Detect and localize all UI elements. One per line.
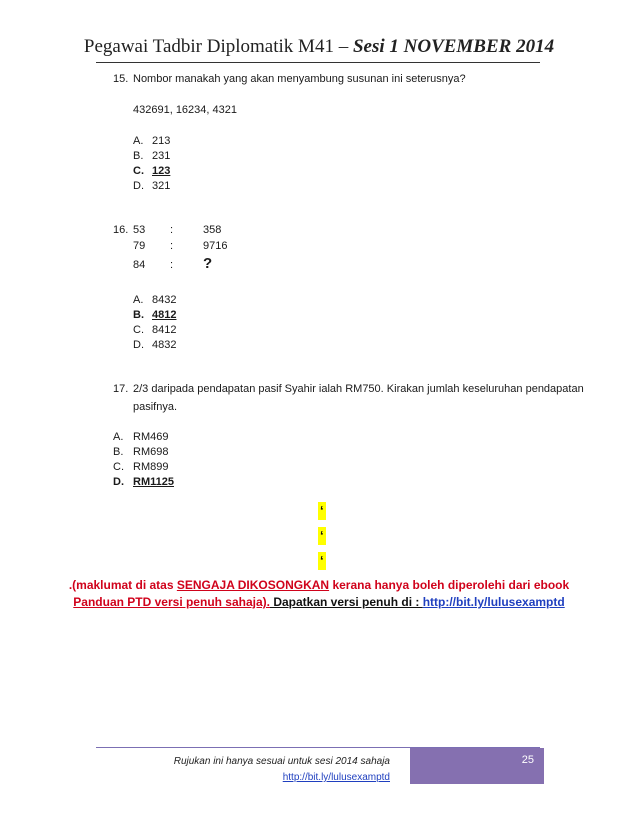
q16-number: 16. [113, 224, 129, 236]
q16-option-c-value: 8412 [152, 324, 177, 336]
q16-option-b-answer: 4812 [152, 309, 177, 321]
q17-option-c-value: RM899 [133, 461, 169, 473]
notice-text-2-red: Panduan PTD versi penuh sahaja). [73, 595, 270, 609]
footer-link[interactable]: http://bit.ly/lulusexamptd [282, 772, 390, 783]
notice-line-2 [0, 595, 638, 609]
q16-option-b-letter: B. [133, 309, 144, 321]
q15-option-b-value: 231 [152, 150, 171, 162]
q16-option-d-letter: D. [133, 339, 144, 351]
q16-row1-left: 53 [133, 224, 146, 236]
q16-row1-right: 358 [203, 224, 222, 236]
q15-option-c-letter: C. [133, 165, 144, 177]
notice-text-2-black: Dapatkan versi penuh di : [270, 595, 423, 609]
omission-mark-1: ‘ [320, 503, 324, 518]
header-rule [96, 62, 540, 63]
q16-row3-question-mark: ? [203, 255, 213, 272]
q16-row2-left: 79 [133, 240, 146, 252]
q17-question-line2: pasifnya. [133, 401, 178, 413]
notice-text-1b: kerana hanya boleh diperolehi dari ebook [329, 578, 570, 592]
q17-option-a-letter: A. [113, 431, 124, 443]
page-number-box [410, 748, 544, 784]
notice-emphasis: SENGAJA DIKOSONGKAN [176, 578, 330, 592]
q15-sequence: 432691, 16234, 4321 [133, 104, 237, 116]
q15-option-a-value: 213 [152, 135, 171, 147]
q16-option-a-value: 8432 [152, 294, 177, 306]
page-header-title [0, 36, 638, 58]
q15-question: Nombor manakah yang akan menyambung susunan ini seterusnya? [133, 73, 466, 85]
q16-option-c-letter: C. [133, 324, 144, 336]
q17-option-d-answer: RM1125 [133, 476, 174, 488]
q16-row1-sep: : [170, 224, 174, 236]
omission-mark-2: ‘ [320, 528, 324, 543]
q17-option-b-letter: B. [113, 446, 124, 458]
page-number: 25 [521, 754, 534, 766]
q15-option-b-letter: B. [133, 150, 144, 162]
notice-link[interactable]: http://bit.ly/lulusexamptd [422, 595, 565, 609]
q17-question-line1: 2/3 daripada pendapatan pasif Syahir ialah RM750. Kirakan jumlah keseluruhan pendapatan [133, 383, 584, 395]
q17-option-a-value: RM469 [133, 431, 169, 443]
header-session: Sesi 1 NOVEMBER 2014 [352, 36, 555, 57]
q15-option-c-answer: 123 [152, 165, 171, 177]
q17-option-d-letter: D. [113, 476, 124, 488]
q16-row2-sep: : [170, 240, 174, 252]
q16-row3-left: 84 [133, 259, 146, 271]
q17-option-c-letter: C. [113, 461, 124, 473]
q16-row3-sep: : [170, 259, 174, 271]
notice-line-1 [0, 578, 638, 592]
header-title-main: Pegawai Tadbir Diplomatik M41 – [83, 36, 353, 57]
notice-text-1a: .(maklumat di atas [68, 578, 177, 592]
q15-number: 15. [113, 73, 129, 85]
footer-note-text: Rujukan ini hanya sesuai untuk sesi 2014 sahaja [173, 756, 390, 767]
q15-option-a-letter: A. [133, 135, 144, 147]
q15-option-d-letter: D. [133, 180, 144, 192]
q17-number: 17. [113, 383, 129, 395]
q16-option-a-letter: A. [133, 294, 144, 306]
q16-row2-right: 9716 [203, 240, 228, 252]
q15-option-d-value: 321 [152, 180, 171, 192]
q16-option-d-value: 4832 [152, 339, 177, 351]
q17-option-b-value: RM698 [133, 446, 169, 458]
omission-mark-3: ‘ [320, 553, 324, 568]
footer-note [140, 754, 390, 786]
